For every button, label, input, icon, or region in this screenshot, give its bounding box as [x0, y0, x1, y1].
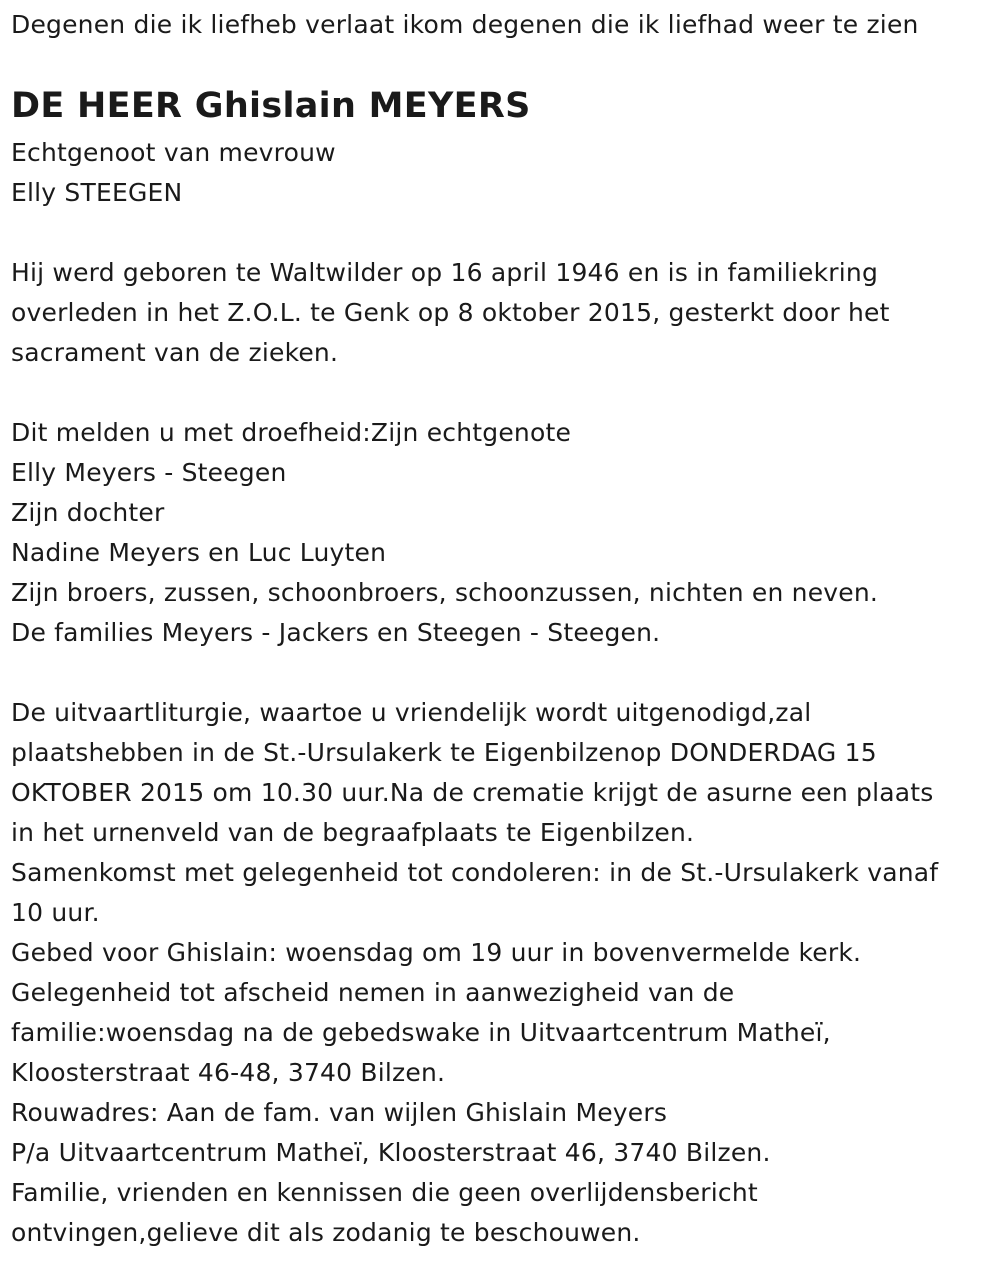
text-line: Dit melden u met droefheid:Zijn echtgenote: [11, 418, 572, 447]
text-line: Zijn dochter: [11, 498, 165, 527]
text-line: OKTOBER 2015 om 10.30 uur.Na de crematie krijgt de asurne een plaats: [11, 778, 934, 807]
text-line: Gelegenheid tot afscheid nemen in aanwezigheid van de: [11, 978, 735, 1007]
birth-paragraph: [11, 253, 890, 373]
funeral-paragraph: [11, 693, 938, 1253]
text-line: sacrament van de zieken.: [11, 338, 339, 367]
text-line: Elly Meyers - Steegen: [11, 458, 287, 487]
spouse-line: Echtgenoot van mevrouw: [11, 138, 336, 167]
text-line: Rouwadres: Aan de fam. van wijlen Ghislain Meyers: [11, 1098, 668, 1127]
text-line: ontvingen,gelieve dit als zodanig te beschouwen.: [11, 1218, 641, 1247]
text-line: in het urnenveld van de begraafplaats te Eigenbilzen.: [11, 818, 695, 847]
family-paragraph: [11, 413, 878, 653]
text-line: overleden in het Z.O.L. te Genk op 8 oktober 2015, gesterkt door het: [11, 298, 890, 327]
text-line: Gebed voor Ghislain: woensdag om 19 uur in bovenvermelde kerk.: [11, 938, 862, 967]
text-line: plaatshebben in de St.-Ursulakerk te Eigenbilzenop DONDERDAG 15: [11, 738, 877, 767]
spouse-block: [11, 133, 336, 213]
text-line: Familie, vrienden en kennissen die geen overlijdensbericht: [11, 1178, 758, 1207]
text-line: Hij werd geboren te Waltwilder op 16 april 1946 en is in familiekring: [11, 258, 879, 287]
text-line: familie:woensdag na de gebedswake in Uitvaartcentrum Matheï,: [11, 1018, 831, 1047]
text-line: 10 uur.: [11, 898, 100, 927]
motto-text: Degenen die ik liefheb verlaat ikom degenen die ik liefhad weer te zien: [11, 10, 919, 39]
text-line: Zijn broers, zussen, schoonbroers, schoonzussen, nichten en neven.: [11, 578, 879, 607]
deceased-name: DE HEER Ghislain MEYERS: [11, 86, 531, 126]
text-line: P/a Uitvaartcentrum Matheï, Kloosterstraat 46, 3740 Bilzen.: [11, 1138, 771, 1167]
text-line: De families Meyers - Jackers en Steegen - Steegen.: [11, 618, 661, 647]
text-line: Nadine Meyers en Luc Luyten: [11, 538, 387, 567]
text-line: Samenkomst met gelegenheid tot condoleren: in de St.-Ursulakerk vanaf: [11, 858, 939, 887]
spouse-name: Elly STEEGEN: [11, 178, 183, 207]
text-line: De uitvaartliturgie, waartoe u vriendelijk wordt uitgenodigd,zal: [11, 698, 812, 727]
text-line: Kloosterstraat 46-48, 3740 Bilzen.: [11, 1058, 446, 1087]
